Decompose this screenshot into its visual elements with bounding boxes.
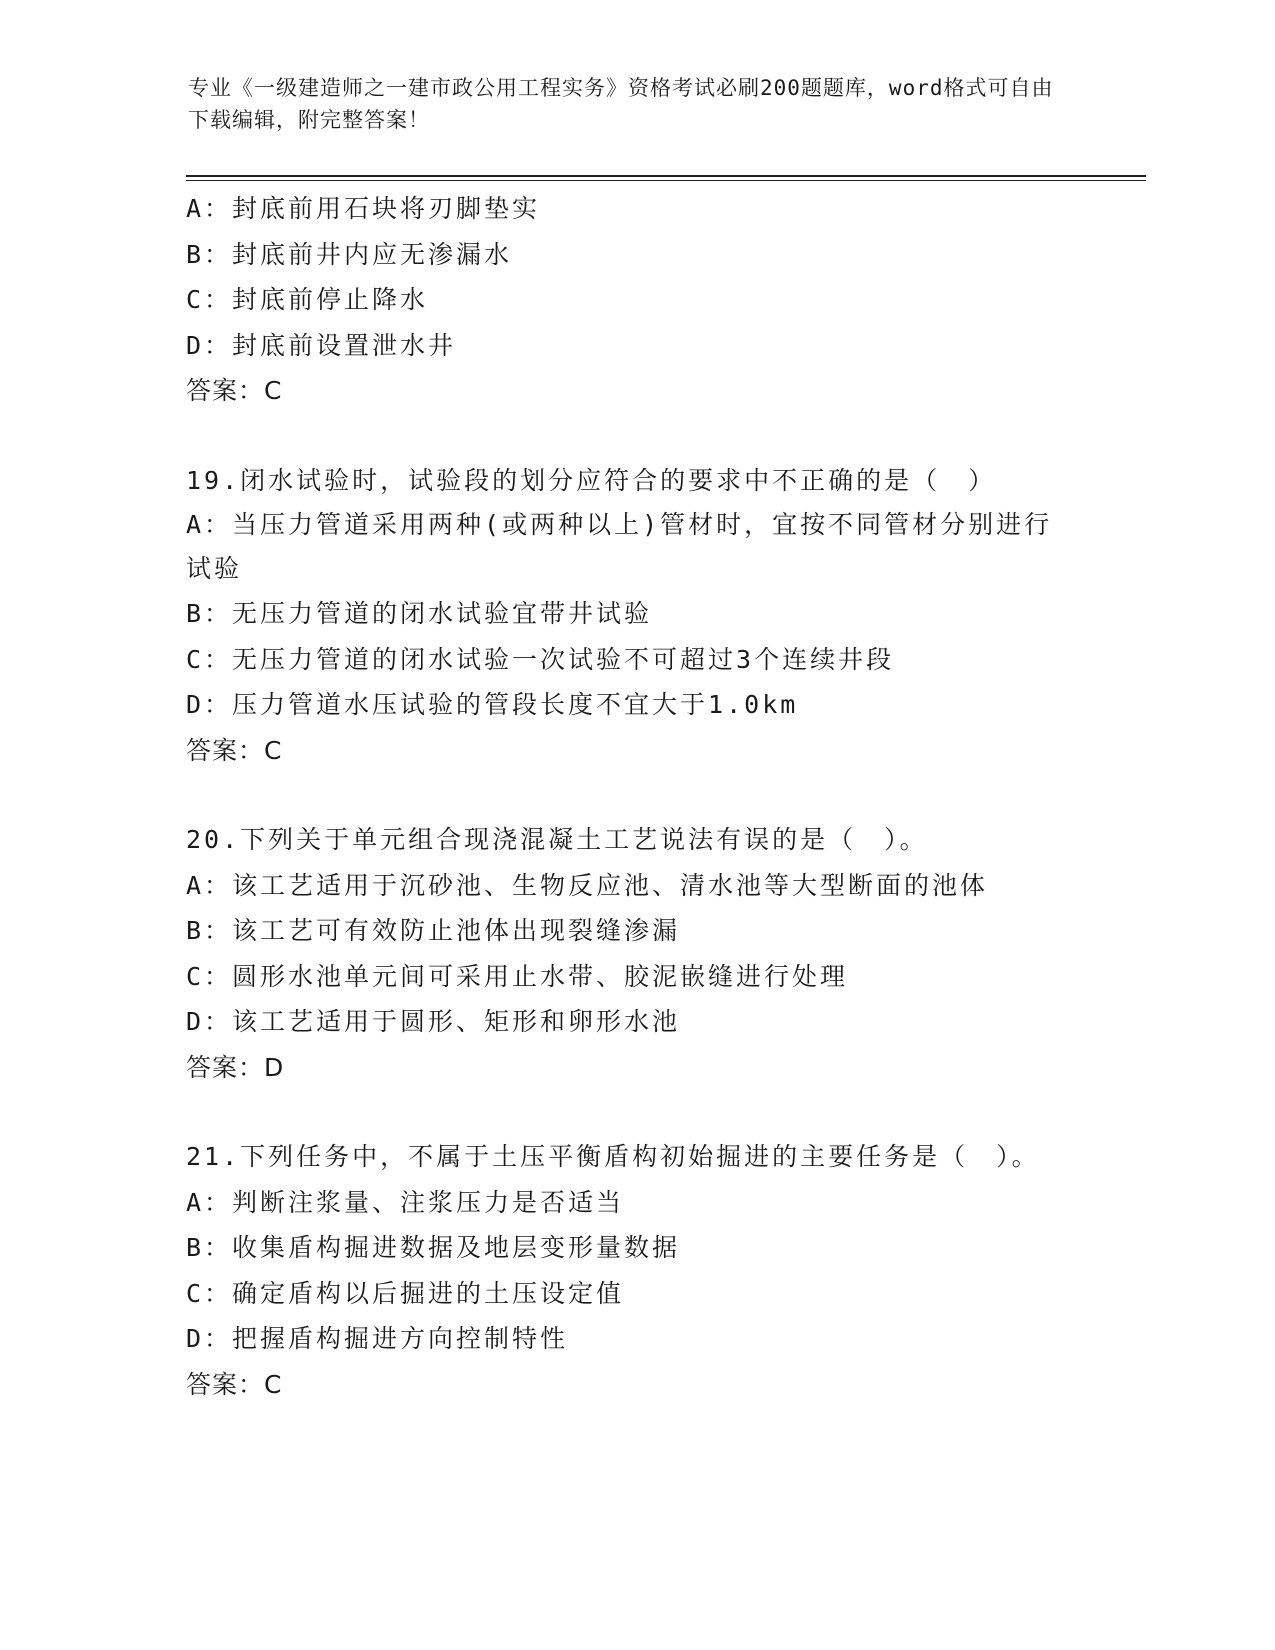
- option-c: C：封底前停止降水: [186, 285, 429, 314]
- header-rule-thin: [186, 180, 1146, 181]
- answer-line: 答案：C: [186, 376, 283, 405]
- question-list: [186, 186, 1086, 1407]
- option-b: B：无压力管道的闭水试验宜带井试验: [186, 599, 653, 628]
- spacer: [186, 773, 1086, 817]
- question-18-block: [186, 186, 1086, 414]
- header-rule-thick: [186, 175, 1146, 177]
- answer-line: 答案：D: [186, 1052, 285, 1082]
- question-21-block: [186, 1134, 1086, 1407]
- option-b: B：封底前井内应无渗漏水: [186, 239, 513, 269]
- option-b: B：该工艺可有效防止池体出现裂缝渗漏: [186, 916, 681, 945]
- question-stem: 19.闭水试验时，试验段的划分应符合的要求中不正确的是（ ）: [186, 465, 997, 495]
- option-c: C：圆形水池单元间可采用止水带、胶泥嵌缝进行处理: [186, 961, 849, 991]
- question-19-block: [186, 458, 1086, 774]
- option-a: A：该工艺适用于沉砂池、生物反应池、清水池等大型断面的池体: [186, 870, 989, 900]
- question-stem: 21.下列任务中，不属于土压平衡盾构初始掘进的主要任务是（ ）。: [186, 1142, 1040, 1171]
- option-d: D：把握盾构掘进方向控制特性: [186, 1324, 569, 1353]
- option-d: D：该工艺适用于圆形、矩形和卵形水池: [186, 1007, 681, 1036]
- spacer: [186, 1090, 1086, 1134]
- option-d: D：压力管道水压试验的管段长度不宜大于1.0km: [186, 690, 799, 719]
- option-b: B：收集盾构掘进数据及地层变形量数据: [186, 1233, 681, 1262]
- option-d: D：封底前设置泄水井: [186, 330, 457, 360]
- option-c: C：无压力管道的闭水试验一次试验不可超过3个连续井段: [186, 644, 895, 674]
- option-c: C：确定盾构以后掘进的土压设定值: [186, 1278, 625, 1308]
- answer-line: 答案：C: [186, 735, 283, 765]
- spacer: [186, 414, 1086, 458]
- question-stem: 20.下列关于单元组合现浇混凝土工艺说法有误的是（ ）。: [186, 825, 928, 854]
- page-header: 专业《一级建造师之一建市政公用工程实务》资格考试必刷200题题库，word格式可自由下载编辑，附完整答案！: [188, 76, 1054, 132]
- option-a: A：封底前用石块将刃脚垫实: [186, 194, 541, 223]
- option-a: A：当压力管道采用两种(或两种以上)管材时，宜按不同管材分别进行试验: [186, 510, 1053, 583]
- question-20-block: [186, 817, 1086, 1090]
- option-a: A：判断注浆量、注浆压力是否适当: [186, 1187, 625, 1217]
- answer-line: 答案：C: [186, 1369, 283, 1399]
